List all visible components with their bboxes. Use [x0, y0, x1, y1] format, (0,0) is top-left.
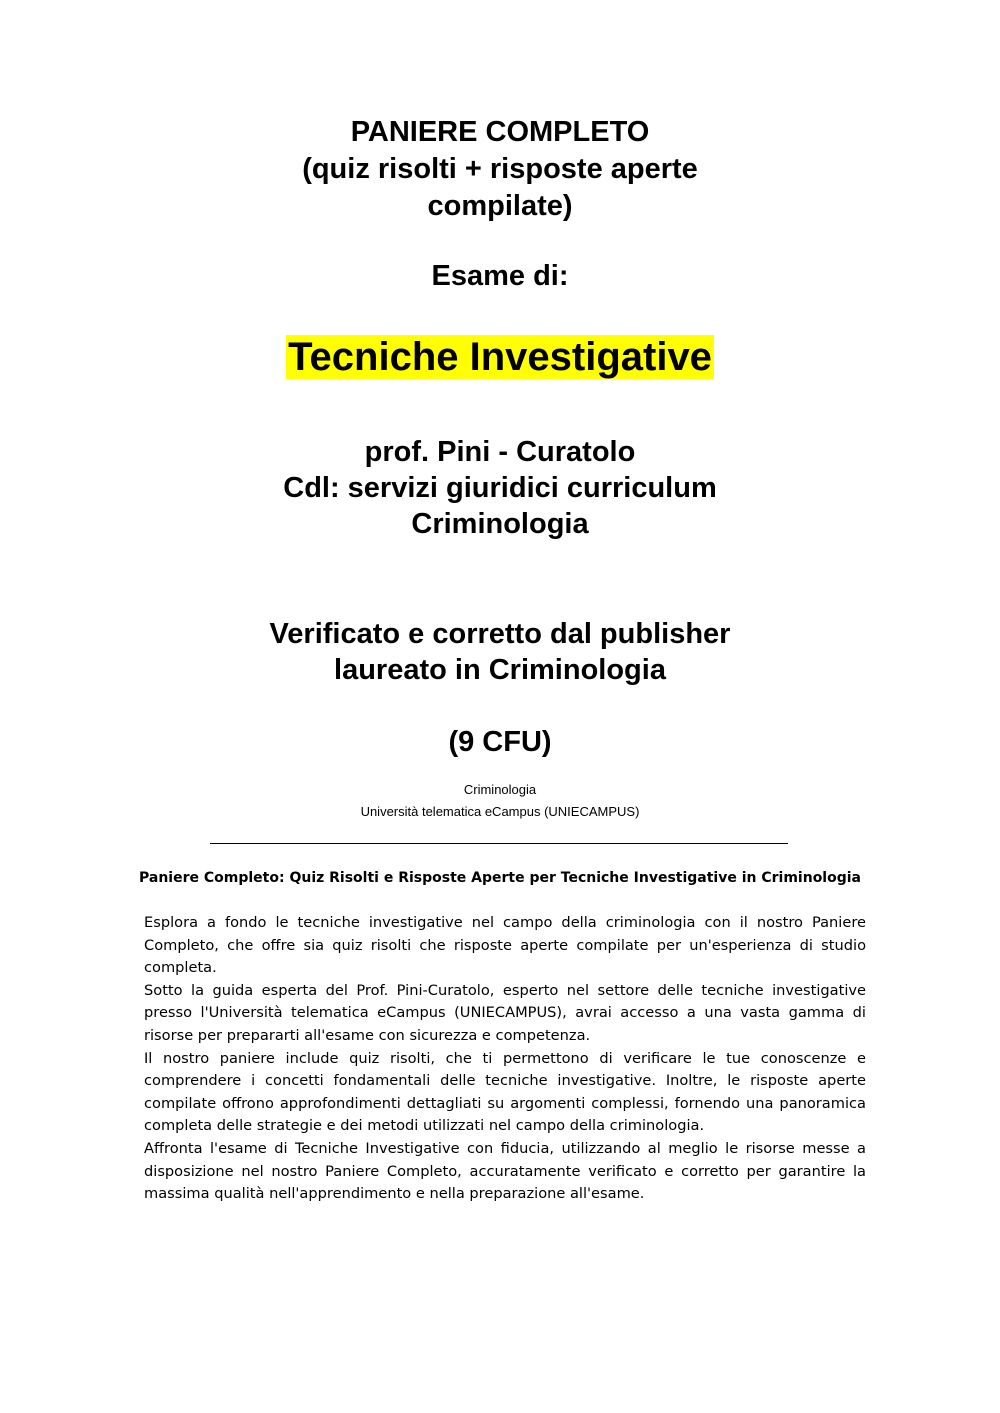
verification-line: laureato in Criminologia	[334, 654, 666, 686]
subject-highlight: Tecniche Investigative	[288, 335, 712, 379]
description-paragraph: Affronta l'esame di Tecniche Investigative con fiducia, utilizzando al meglio le risorse messe a disposizione nel nostro Paniere Completo, accuratamente verificato e corretto per garantire la massima qualità nell'apprendimento e nella preparazione all'esame.	[144, 1139, 866, 1203]
description-paragraph: Sotto la guida esperta del Prof. Pini-Curatolo, esperto nel settore delle tecniche investigative presso l'Università telematica eCampus (UNIECAMPUS), avrai accesso a una vasta gamma di risorse per prepararti all'esame con sicurezza e competenza.	[144, 981, 866, 1044]
description-body	[144, 912, 866, 1206]
credits-label: (9 CFU)	[448, 726, 552, 758]
title-line: compilate)	[427, 190, 573, 222]
professor-name: prof. Pini - Curatolo	[364, 436, 636, 468]
title-line: (quiz risolti + risposte aperte	[302, 153, 698, 185]
faculty-name: Criminologia	[463, 782, 537, 797]
description-paragraph: Esplora a fondo le tecniche investigative nel campo della criminologia con il nostro Paniere Completo, che offre sia quiz risolti che risposte aperte compilate per un'esperienza di studio completa.	[144, 914, 866, 977]
title-line: PANIERE COMPLETO	[350, 116, 650, 148]
document-title	[150, 114, 850, 225]
verification-line: Verificato e corretto dal publisher	[269, 618, 731, 650]
divider	[210, 843, 788, 844]
verification-note	[150, 616, 850, 688]
university-name: Università telematica eCampus (UNIECAMPUS)	[360, 804, 640, 819]
subject-heading	[150, 330, 850, 384]
course-line: Cdl: servizi giuridici curriculum	[283, 472, 717, 504]
course-info	[150, 434, 850, 542]
description-title: Paniere Completo: Quiz Risolti e Risposte Aperte per Tecniche Investigative in Criminologia	[139, 870, 861, 886]
exam-label: Esame di:	[431, 260, 569, 292]
course-line: Criminologia	[411, 508, 589, 540]
description-paragraph: Il nostro paniere include quiz risolti, che ti permettono di verificare le tue conoscenze e comprendere i concetti fondamentali delle tecniche investigative. Inoltre, le risposte aperte compilate offrono approfondimenti dettagliati su argomenti complessi, fornendo una panoramica completa delle strategie e dei metodi utilizzati nel campo della criminologia.	[144, 1049, 866, 1135]
institution-info	[150, 779, 850, 823]
